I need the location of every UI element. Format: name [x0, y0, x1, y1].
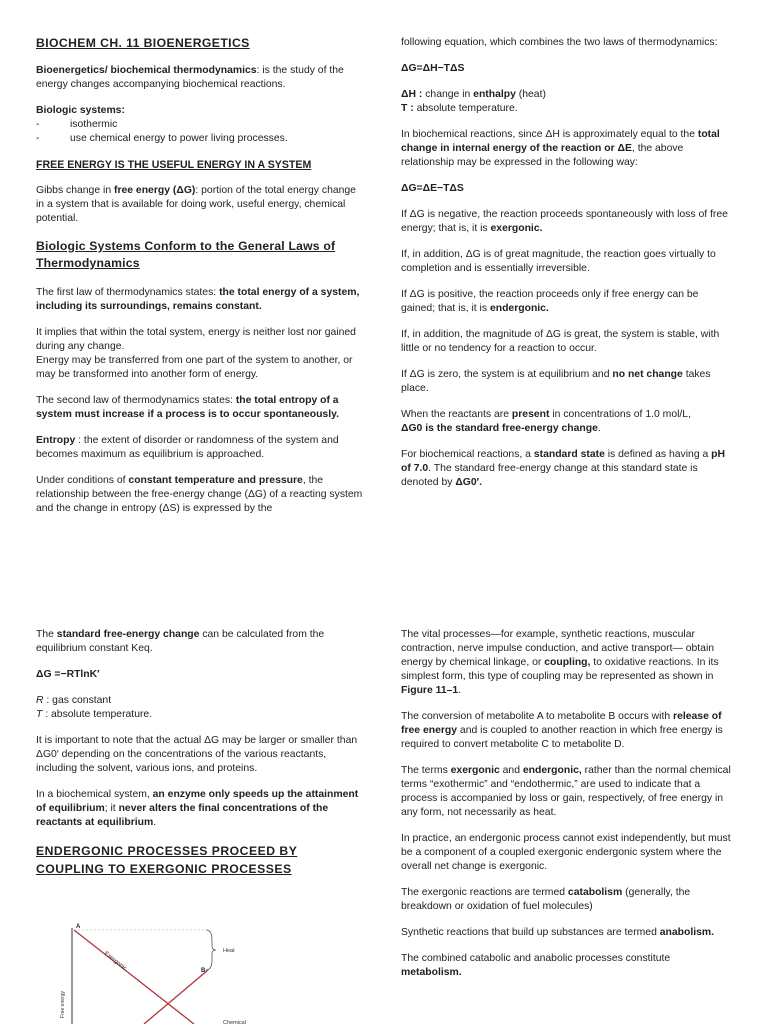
text: The first law of thermodynamics states:: [36, 287, 220, 298]
text: If ΔG is negative, the reaction proceeds spontaneously with loss of free energy; that is, it is: [401, 209, 728, 234]
great-magnitude-paragraph: If, in addition, ΔG is of great magnitude, the reaction goes virtually to completion and is essentially irreversible.: [401, 249, 716, 274]
text: The second law of thermodynamics states:: [36, 395, 236, 406]
heat-bracket: [206, 930, 216, 970]
list-item: - use chemical energy to power living processes.: [36, 132, 366, 146]
term-exergonic: exergonic.: [490, 223, 543, 234]
label-a: A: [76, 924, 81, 930]
coupling-heading: ENDERGONIC PROCESSES PROCEED BY COUPLING TO EXERGONIC PROCESSES: [36, 844, 298, 876]
text: Energy may be transferred from one part of the system to another, or may be transformed into another form of energy.: [36, 355, 353, 380]
equation-keq: ΔG =−RTlnK′: [36, 669, 100, 680]
vital-paragraph: [401, 628, 731, 698]
term-anabolism: anabolism.: [659, 927, 715, 938]
zero-paragraph: [401, 368, 731, 396]
text: In biochemical reactions, since ΔH is approximately equal to the: [401, 129, 698, 140]
actual-paragraph: It is important to note that the actual ΔG may be larger or smaller than ΔG0′ depending on the concentrations of the various reactants, including the solvent, various ions, and proteins.: [36, 735, 358, 774]
term-metabolism: metabolism.: [401, 967, 462, 978]
text: , the above relationship may be expressed in the following way:: [401, 143, 684, 168]
following-paragraph: following equation, which combines the two laws of thermodynamics:: [401, 37, 718, 48]
text: The exergonic reactions are termed: [401, 887, 568, 898]
label-exergonic: Exergonic: [102, 950, 128, 973]
text: Gibbs change in: [36, 185, 114, 196]
text: When the reactants are: [401, 409, 512, 420]
label-y-axis: Free energy: [60, 991, 66, 1018]
term-no-net-change: no net change: [612, 369, 683, 380]
label-heat: Heat: [223, 948, 235, 954]
calc-paragraph: [36, 628, 366, 656]
laws-heading: Biologic Systems Conform to the General Laws of Thermodynamics: [36, 239, 336, 270]
text: .: [597, 423, 601, 434]
text: ; it: [104, 803, 119, 814]
present-paragraph: [401, 408, 731, 436]
term-exergonic: exergonic: [450, 765, 500, 776]
biochem-paragraph: [401, 128, 731, 170]
column-1: [36, 36, 366, 528]
equation-gibbs: ΔG=ΔH−TΔS: [401, 63, 465, 74]
equation-internal: ΔG=ΔE−TΔS: [401, 183, 464, 194]
text: can be calculated from the equilibrium constant Keq.: [36, 629, 325, 654]
enzyme-paragraph: [36, 788, 366, 830]
biologic-systems-list: [36, 118, 366, 146]
text: in concentrations of 1.0 mol/L,: [549, 409, 691, 420]
free-energy-heading: FREE ENERGY IS THE USEFUL ENERGY IN A SYSTEM: [36, 159, 312, 171]
text: The: [36, 629, 57, 640]
definitions-r-t: [36, 694, 366, 722]
anabolism-paragraph: [401, 926, 731, 940]
label-b: B: [201, 968, 206, 974]
text: takes place.: [401, 369, 711, 394]
first-law-paragraph: [36, 286, 366, 314]
text: : absolute temperature.: [42, 709, 153, 720]
definition-text: : is the study of the energy changes accompanying biochemical reactions.: [36, 65, 344, 90]
enzyme-statement: an enzyme only speeds up the attainment of equilibrium: [36, 789, 359, 814]
term-endergonic: endergonic.: [489, 303, 549, 314]
implies-paragraph: [36, 326, 366, 382]
text: The terms: [401, 765, 451, 776]
text: and: [499, 765, 523, 776]
term-conditions: constant temperature and pressure: [128, 475, 303, 486]
label-chemical: Chemical: [223, 1020, 246, 1024]
term-standard-free-energy: standard free-energy change: [56, 629, 200, 640]
list-item: - isothermic: [36, 118, 366, 132]
term-r: R: [36, 695, 44, 706]
biologic-systems-label: Biologic systems:: [36, 105, 125, 116]
text: rather than the normal chemical terms “exothermic” and “endothermic,” are used to indicate that a process is accompanied by loss or gain, respectively, of free energy in any form, not necessarily as heat.: [401, 765, 731, 818]
standard-state-paragraph: [401, 448, 731, 490]
text: Synthetic reactions that build up substances are termed: [401, 927, 660, 938]
term-coupling: coupling,: [544, 657, 591, 668]
term-dg0-prime: ΔG0′.: [455, 477, 483, 488]
text: The vital processes—for example, synthetic reactions, muscular contraction, nerve impulse conduction, and active transport— obtain energy by chemical linkage, or: [401, 629, 715, 668]
text: The combined catabolic and anabolic processes constitute: [401, 953, 671, 964]
equilibrium-statement: never alters the final concentrations of the reactants at equilibrium: [36, 803, 329, 828]
text: Under conditions of: [36, 475, 129, 486]
entropy-paragraph: [36, 434, 366, 462]
positive-paragraph: [401, 288, 731, 316]
term-dg0: ΔG0 is the standard free-energy change: [401, 423, 598, 434]
text: (heat): [515, 89, 546, 100]
text: and is coupled to another reaction in which free energy is required to convert metabolite C to metabolite D.: [401, 725, 723, 750]
text: absolute temperature.: [413, 103, 518, 114]
text: (generally, the breakdown or oxidation of fuel molecules): [401, 887, 691, 912]
exergonic-line: [74, 930, 194, 1024]
figure-reference: Figure 11–1: [401, 685, 459, 696]
document-title: BIOCHEM CH. 11 BIOENERGETICS: [36, 36, 250, 50]
term-free-energy: free energy (ΔG): [113, 185, 196, 196]
definitions-dh-t: [401, 88, 731, 116]
text: .: [153, 817, 157, 828]
term-release-free-energy: release of free energy: [401, 711, 722, 736]
text: , the relationship between the free-energy change (ΔG) of a reacting system and the change in entropy (ΔS) is expressed by the: [36, 475, 363, 514]
text: : portion of the total energy change in a system that is available for doing work, useful energy, chemical potential.: [36, 185, 356, 224]
terms-paragraph: [401, 764, 731, 820]
text: It implies that within the total system, energy is neither lost nor gained during any change.: [36, 327, 356, 352]
column-4: [401, 628, 731, 992]
term-enthalpy: enthalpy: [473, 89, 516, 100]
text: . The standard free-energy change at this standard state is denoted by: [401, 463, 698, 488]
term-endergonic: endergonic,: [522, 765, 582, 776]
second-law-paragraph: [36, 394, 366, 422]
figure-coupling-diagram: [36, 918, 336, 1024]
text: to oxidative reactions. In its simplest form, this type of coupling may be represented as shown in: [401, 657, 719, 682]
conditions-paragraph: [36, 474, 366, 516]
text: : gas constant: [43, 695, 112, 706]
text: : the extent of disorder or randomness of the system and becomes maximum as equilibrium is approached.: [36, 435, 339, 460]
column-2: [401, 36, 731, 502]
term-ph: pH of 7.0: [401, 449, 726, 474]
text: If ΔG is positive, the reaction proceeds only if free energy can be gained; that is, it is: [401, 289, 699, 314]
negative-paragraph: [401, 208, 731, 236]
term-entropy: Entropy: [36, 435, 76, 446]
text: If ΔG is zero, the system is at equilibrium and: [401, 369, 613, 380]
gibbs-paragraph: [36, 184, 366, 226]
term-catabolism: catabolism: [567, 887, 623, 898]
term-present: present: [511, 409, 550, 420]
term-dh: ΔH :: [401, 89, 423, 100]
text: For biochemical reactions, a: [401, 449, 534, 460]
internal-energy-term: total change in internal energy of the reaction or ΔE: [401, 129, 720, 154]
text: .: [458, 685, 462, 696]
text: The conversion of metabolite A to metabolite B occurs with: [401, 711, 674, 722]
bioenergetics-definition: [36, 64, 366, 92]
text: is defined as having a: [604, 449, 712, 460]
second-law-statement: the total entropy of a system must increase if a process is to occur spontaneously.: [36, 395, 339, 420]
text: change in: [422, 89, 474, 100]
conversion-paragraph: [401, 710, 731, 752]
catabolism-paragraph: [401, 886, 731, 914]
term-t: T: [36, 709, 43, 720]
biologic-systems: [36, 104, 366, 146]
first-law-statement: the total energy of a system, including its surroundings, remains constant.: [36, 287, 360, 312]
metabolism-paragraph: [401, 952, 731, 980]
column-3: [36, 628, 366, 890]
term-bioenergetics: Bioenergetics/ biochemical thermodynamics: [36, 65, 257, 76]
stable-paragraph: If, in addition, the magnitude of ΔG is great, the system is stable, with little or no tendency for a reaction to occur.: [401, 329, 720, 354]
endergonic-line: [144, 970, 208, 1024]
text: In a biochemical system,: [36, 789, 153, 800]
practice-paragraph: In practice, an endergonic process cannot exist independently, but must be a component of a coupled exergonic endergonic system where the overall net change is exergonic.: [401, 833, 731, 872]
term-t: T :: [401, 103, 414, 114]
term-standard-state: standard state: [533, 449, 605, 460]
